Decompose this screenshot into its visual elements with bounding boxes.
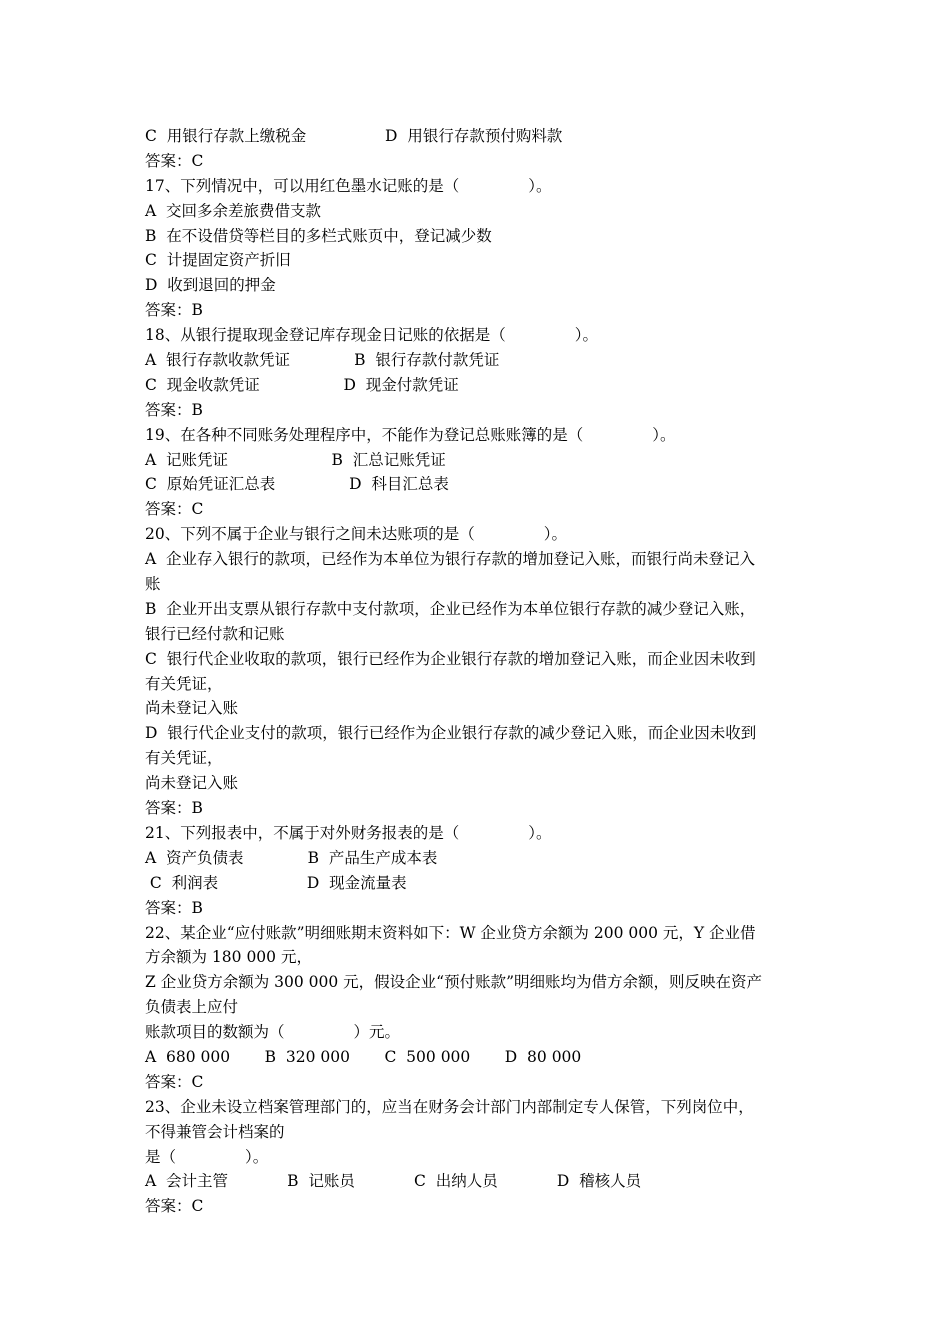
question-text: 账款项目的数额为（ ）元。 xyxy=(145,1023,400,1042)
question-text: 不得兼管会计档案的 xyxy=(145,1122,285,1141)
option-line: C 计提固定资产折旧 xyxy=(145,251,291,270)
option-line: A 交回多余差旅费借支款 xyxy=(145,201,322,220)
option-line: 银行已经付款和记账 xyxy=(145,624,285,643)
option-line: A 银行存款收款凭证 B 银行存款付款凭证 xyxy=(145,351,500,370)
question-text: 负债表上应付 xyxy=(145,998,239,1017)
option-line: A 资产负债表 B 产品生产成本表 xyxy=(145,848,438,867)
answer-line: 答案：B xyxy=(145,898,203,917)
option-line: C 原始凭证汇总表 D 科目汇总表 xyxy=(145,475,449,494)
option-line: A 会计主管 B 记账员 C 出纳人员 D 稽核人员 xyxy=(145,1172,642,1191)
option-line: D 银行代企业支付的款项，银行已经作为企业银行存款的减少登记入账，而企业因未收到 xyxy=(145,724,757,743)
question-19: 19、在各种不同账务处理程序中，不能作为登记总账账簿的是（ ）。 xyxy=(145,425,676,444)
option-line: C 现金收款凭证 D 现金付款凭证 xyxy=(145,375,459,394)
document-page xyxy=(145,124,815,1219)
option-line: A 680 000 B 320 000 C 500 000 D 80 000 xyxy=(145,1047,582,1066)
option-line: D 收到退回的押金 xyxy=(145,276,276,295)
question-18: 18、从银行提取现金登记库存现金日记账的依据是（ ）。 xyxy=(145,326,598,345)
option-line: A 企业存入银行的款项，已经作为本单位为银行存款的增加登记入账，而银行尚未登记入 xyxy=(145,550,756,569)
text-line: C 用银行存款上缴税金 D 用银行存款预付购料款 xyxy=(145,127,563,145)
answer-line: 答案：B xyxy=(145,799,203,818)
question-text: 是（ ）。 xyxy=(145,1147,269,1166)
question-17: 17、下列情况中，可以用红色墨水记账的是（ ）。 xyxy=(145,176,552,195)
option-line: C 利润表 D 现金流量表 xyxy=(145,873,407,892)
option-line: 账 xyxy=(145,575,161,594)
answer-line: 答案：B xyxy=(145,301,203,320)
option-line: 有关凭证， xyxy=(145,749,223,768)
question-20: 20、下列不属于企业与银行之间未达账项的是（ ）。 xyxy=(145,525,567,544)
question-23: 23、企业未设立档案管理部门的，应当在财务会计部门内部制定专人保管，下列岗位中， xyxy=(145,1097,754,1116)
option-line: 尚未登记入账 xyxy=(145,699,239,718)
question-text: 方余额为 180 000 元， xyxy=(145,948,312,967)
question-text: Z 企业贷方余额为 300 000 元，假设企业“预付账款”明细账均为借方余额，则反映在资产 xyxy=(145,973,762,992)
answer-line: 答案：C xyxy=(145,500,204,519)
answer-line: 答案：C xyxy=(145,1197,204,1216)
answer-line: 答案：C xyxy=(145,1072,204,1091)
option-line: B 企业开出支票从银行存款中支付款项，企业已经作为本单位银行存款的减少登记入账， xyxy=(145,599,756,618)
answer-line: 答案：C xyxy=(145,151,204,170)
option-line: 有关凭证， xyxy=(145,674,223,693)
answer-line: 答案：B xyxy=(145,400,203,419)
option-line: C 银行代企业收取的款项，银行已经作为企业银行存款的增加登记入账，而企业因未收到 xyxy=(145,649,756,668)
option-line: B 在不设借贷等栏目的多栏式账页中，登记减少数 xyxy=(145,226,492,245)
question-21: 21、下列报表中，不属于对外财务报表的是（ ）。 xyxy=(145,823,552,842)
option-line: 尚未登记入账 xyxy=(145,774,239,793)
option-line: A 记账凭证 B 汇总记账凭证 xyxy=(145,450,446,469)
question-22: 22、某企业“应付账款”明细账期末资料如下：W 企业贷方余额为 200 000 元，Y 企业借 xyxy=(145,923,756,942)
